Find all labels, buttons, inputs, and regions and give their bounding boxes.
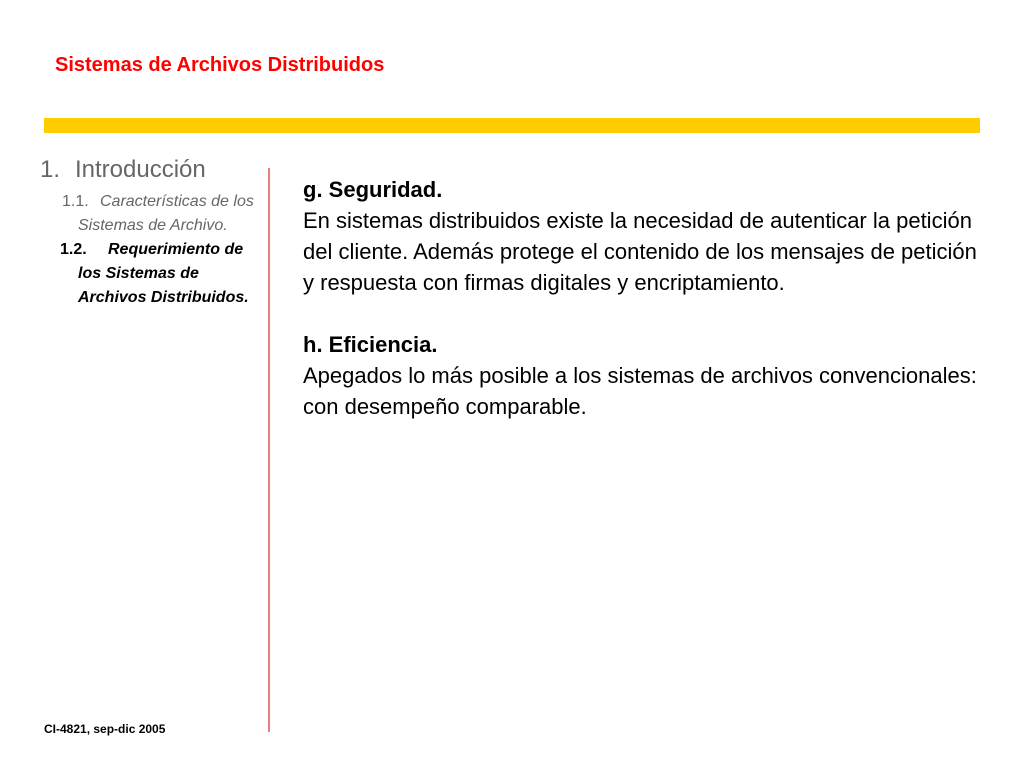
title-underline-bar: [44, 118, 980, 133]
outline-item-text: Características de los Sistemas de Archivo.: [78, 193, 254, 234]
section-title: Introducción: [75, 156, 206, 183]
section-number: 1.: [40, 156, 61, 183]
block-heading: g. Seguridad.: [303, 177, 443, 202]
outline-item: [40, 190, 260, 238]
outline-item-number: 1.2.: [60, 241, 87, 258]
content-block: [303, 174, 993, 298]
outline-section: [40, 156, 260, 184]
slide-title: Sistemas de Archivos Distribuidos: [55, 54, 385, 76]
content-block: [303, 329, 993, 422]
footer-text: CI-4821, sep-dic 2005: [44, 722, 166, 736]
outline-panel: [40, 156, 260, 310]
block-heading: h. Eficiencia.: [303, 332, 438, 357]
outline-item-current: [40, 238, 260, 310]
block-body: En sistemas distribuidos existe la necesidad de autenticar la petición del cliente. Además protege el contenido de los mensajes de petición y respuesta con firmas digitales y encriptamiento.: [303, 208, 977, 295]
vertical-divider: [268, 168, 270, 732]
outline-item-text: Requerimiento de los Sistemas de Archivos Distribuidos.: [78, 241, 249, 306]
content-area: [303, 174, 993, 422]
block-body: Apegados lo más posible a los sistemas de archivos convencionales: con desempeño comparable.: [303, 363, 977, 419]
outline-item-number: 1.1.: [62, 193, 89, 210]
